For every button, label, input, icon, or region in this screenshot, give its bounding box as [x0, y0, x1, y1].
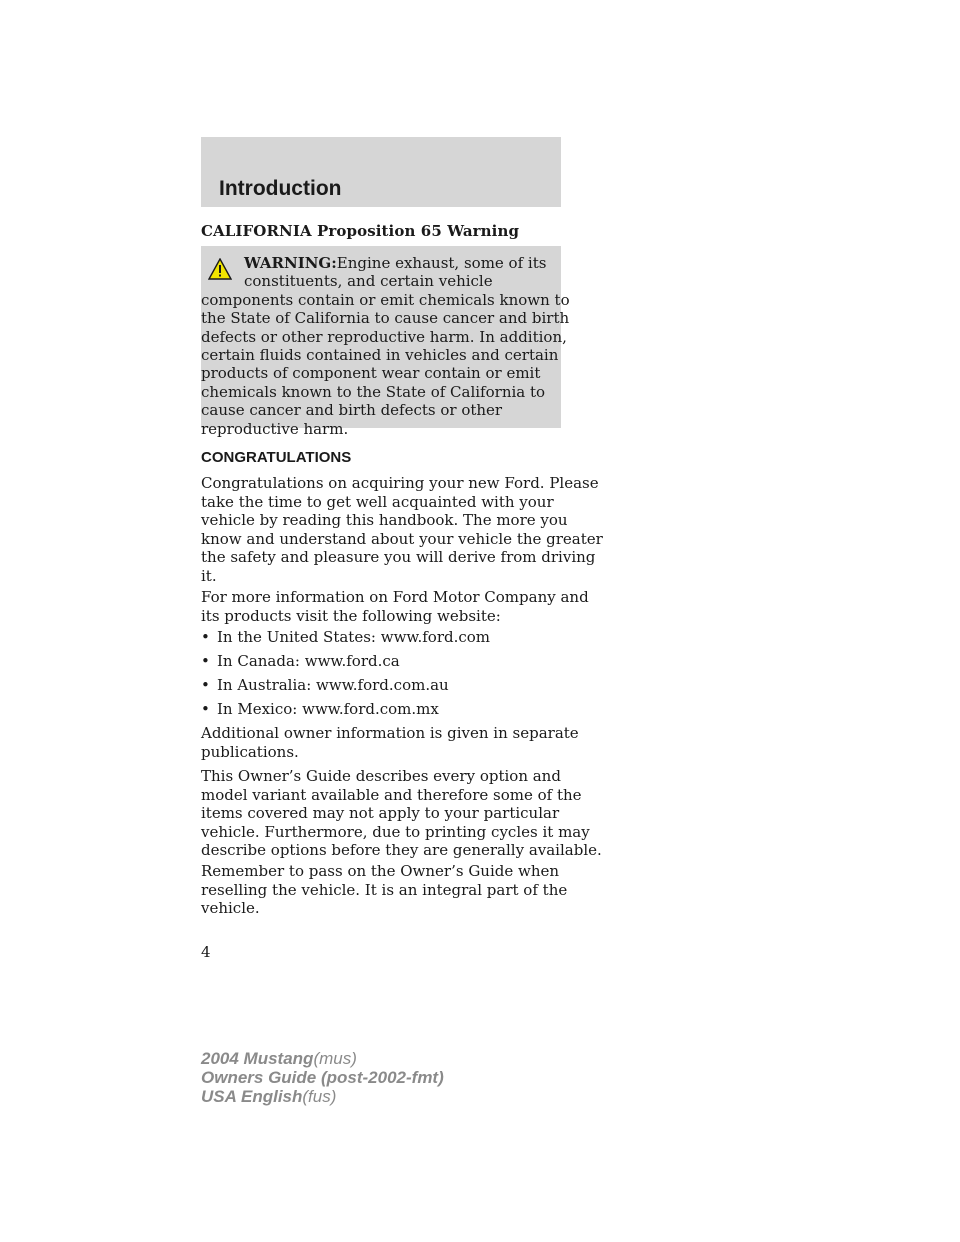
paragraph-guide-scope: This Owner’s Guide describes every option and model variant available and therefore some of the items covered may not apply to your particular vehicle. Furthermore, due to printing cycles it may describe options before they are generally available. [201, 767, 602, 860]
footer-line: 2004 Mustang(mus) [201, 1049, 357, 1068]
warning-label: WARNING: [244, 254, 337, 272]
bullet-dot: • [201, 652, 210, 670]
section-header-band [201, 137, 561, 207]
warning-box [201, 246, 570, 438]
warning-text [201, 254, 570, 438]
warning-line: defects or other reproductive harm. In addition, [201, 327, 567, 346]
document-footer [201, 1049, 444, 1106]
paragraph-additional-info: Additional owner information is given in separate publications. [201, 724, 579, 761]
warning-line: the State of California to cause cancer and birth [201, 309, 570, 328]
warning-line: certain fluids contained in vehicles and certain [201, 346, 559, 365]
section-title: Introduction [219, 177, 342, 200]
warning-line: WARNING:Engine exhaust, some of its [244, 254, 547, 272]
warning-triangle-icon [208, 258, 232, 280]
paragraph-intro: Congratulations on acquiring your new Ford. Please take the time to get well acquainted with your vehicle by reading this handbook. The more you know and understand about your vehicle the greater the safety and pleasure you will derive from driving it. [201, 474, 603, 585]
proposition-65-heading: CALIFORNIA Proposition 65 Warning [201, 222, 520, 240]
footer-line: USA English(fus) [201, 1087, 337, 1106]
bullet-dot: • [201, 628, 210, 646]
warning-line: cause cancer and birth defects or other [201, 401, 503, 420]
bullet-dot: • [201, 676, 210, 694]
warning-line: constituents, and certain vehicle [244, 272, 493, 291]
footer-line: Owners Guide (post-2002-fmt) [201, 1068, 444, 1087]
warning-line: chemicals known to the State of California to [201, 382, 546, 401]
congratulations-heading: CONGRATULATIONS [201, 449, 352, 466]
warning-line: reproductive harm. [201, 419, 349, 438]
warning-line: products of component wear contain or emit [201, 364, 541, 383]
warning-line: components contain or emit chemicals known to [201, 290, 570, 309]
bullet-dot: • [201, 700, 210, 718]
paragraph-resale: Remember to pass on the Owner’s Guide when reselling the vehicle. It is an integral part of the vehicle. [201, 862, 568, 918]
page-number: 4 [201, 943, 211, 961]
paragraph-website: For more information on Ford Motor Company and its products visit the following website: [201, 588, 589, 625]
